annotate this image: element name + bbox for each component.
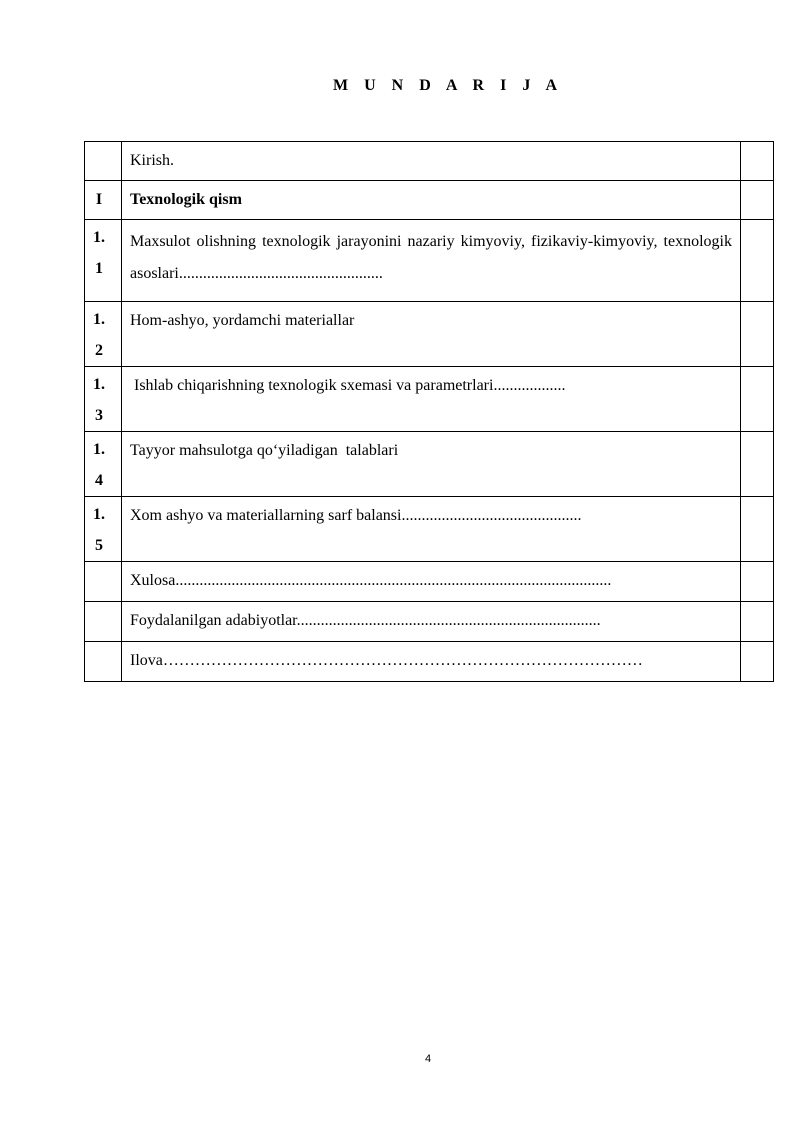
toc-page-cell xyxy=(741,142,774,181)
toc-number-a: 1. xyxy=(93,311,105,328)
toc-number xyxy=(85,302,122,367)
toc-page-cell xyxy=(741,181,774,220)
toc-number xyxy=(85,562,122,602)
toc-title: Texnologik qism xyxy=(122,181,741,220)
toc-title: Tayyor mahsulotga qo‘yiladigan talablari xyxy=(122,432,741,497)
toc-page-cell xyxy=(741,602,774,642)
toc-page-cell xyxy=(741,432,774,497)
toc-number xyxy=(85,432,122,497)
table-row xyxy=(85,142,774,181)
toc-number xyxy=(85,642,122,682)
table-row xyxy=(85,220,774,302)
toc-number-b: 3 xyxy=(95,407,103,424)
toc-title: Hom-ashyo, yordamchi materiallar xyxy=(122,302,741,367)
toc-title: Ishlab chiqarishning texnologik sxemasi va parametrlari.................. xyxy=(122,367,741,432)
page-number: 4 xyxy=(424,1053,432,1065)
toc-page-cell xyxy=(741,302,774,367)
toc-number-a: I xyxy=(95,191,103,208)
toc-number-a: 1. xyxy=(93,506,105,523)
toc-number xyxy=(85,367,122,432)
table-row xyxy=(85,602,774,642)
toc-number-b: 2 xyxy=(95,342,103,359)
toc-number xyxy=(85,497,122,562)
toc-page-cell xyxy=(741,220,774,302)
toc-title: Foydalanilgan adabiyotlar............................................................................ xyxy=(122,602,741,642)
toc-title: Kirish. xyxy=(122,142,741,181)
toc-number xyxy=(85,220,122,302)
table-row xyxy=(85,562,774,602)
toc-page-cell xyxy=(741,642,774,682)
table-row xyxy=(85,432,774,497)
table-row xyxy=(85,302,774,367)
toc-page-cell xyxy=(741,497,774,562)
table-row xyxy=(85,367,774,432)
page-title: M U N D A R I J A xyxy=(332,77,563,94)
toc-number-a: 1. xyxy=(93,229,105,246)
toc-page-cell xyxy=(741,562,774,602)
toc-title: Xom ashyo va materiallarning sarf balansi............................................. xyxy=(122,497,741,562)
toc-number xyxy=(85,602,122,642)
toc-number-a: 1. xyxy=(93,376,105,393)
toc-number-b: 4 xyxy=(95,472,103,489)
toc-number xyxy=(85,142,122,181)
toc-number-a: 1. xyxy=(93,441,105,458)
table-row xyxy=(85,642,774,682)
toc-number-b: 1 xyxy=(95,260,103,277)
toc-title: Maxsulot olishning texnologik jarayonini nazariy kimyoviy, fizikaviy-kimyoviy, texnologik asoslari................................................... xyxy=(122,220,741,302)
toc-number-b: 5 xyxy=(95,537,103,554)
table-of-contents xyxy=(84,141,774,682)
table-row xyxy=(85,181,774,220)
toc-page-cell xyxy=(741,367,774,432)
toc-number xyxy=(85,181,122,220)
toc-title: Ilova……………………………………………………………………………… xyxy=(122,642,741,682)
toc-title: Xulosa............................................................................................................. xyxy=(122,562,741,602)
table-row xyxy=(85,497,774,562)
